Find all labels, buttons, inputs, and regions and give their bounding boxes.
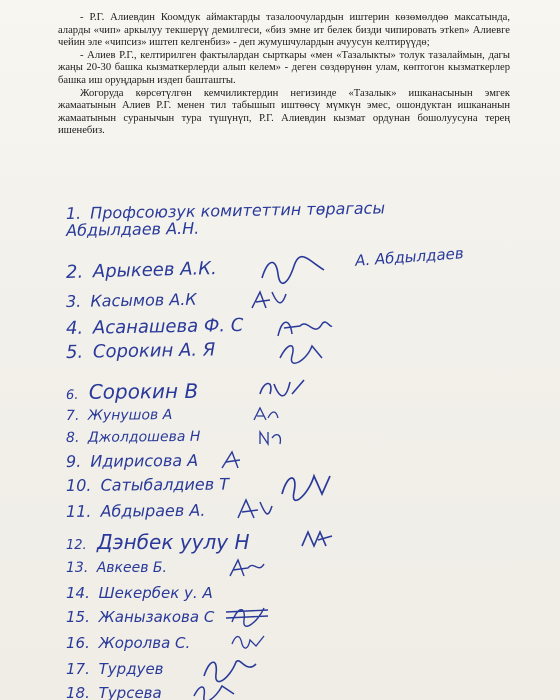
paragraph-2: - Алиев Р.Г., келтирилген фактылардан сырткары «мен «Тазалыкты» толук тазалаймын, дагы жаңы 20-30 башка кызматкерлерди алып келем» - деген сөздөрүнөн улам, көптогон кызматкерлер башка иш оруңдарын издеп башташты. bbox=[58, 49, 510, 86]
signature-mark bbox=[228, 630, 268, 652]
signatory-name: Дэнбек уулу Н bbox=[97, 530, 250, 554]
signatory-name: Профсоюзук комитеттин төрагасы Абдылдаев А.Н. bbox=[65, 198, 386, 240]
row-number: 10. bbox=[65, 475, 92, 495]
signature-row-7 bbox=[66, 407, 172, 424]
signatory-name: Касымов А.К bbox=[90, 289, 197, 311]
signature-row-11 bbox=[66, 501, 206, 521]
row-number: 8. bbox=[65, 429, 80, 446]
signatory-name: Сатыбалдиев Т bbox=[100, 474, 230, 495]
row-number: 18. bbox=[66, 684, 90, 700]
signature-mark bbox=[222, 602, 272, 626]
signature-row-2 bbox=[66, 258, 217, 283]
paragraph-3: Жогоруда көрсөтүлгөн кемчиликтердин негизинде «Тазалык» ишканасынын эмгек жамаатынын Алиев Р.Г. менен тил табышып иштөөсү мүмкүн эмес, ошондуктан ишкананын жамаатынын суранычын тура түшүнүп, Р.Г. Алиевдин кызмат ордунан бошолуусуна терең ишенебиз. bbox=[58, 87, 510, 137]
signatory-name: Турсева bbox=[98, 684, 162, 700]
row-number: 5. bbox=[65, 341, 84, 363]
signature-mark bbox=[190, 680, 240, 700]
row-number: 4. bbox=[65, 317, 84, 339]
signatory-name: Джолдошева Н bbox=[87, 428, 201, 446]
signatory-name: Асанашева Ф. С bbox=[92, 314, 244, 339]
signature-row-4 bbox=[66, 315, 244, 339]
signature-row-18 bbox=[66, 684, 162, 700]
row-number: 13. bbox=[66, 560, 89, 576]
row-number: 2. bbox=[65, 261, 84, 283]
signature-row-13 bbox=[66, 560, 167, 576]
row-number: 7. bbox=[65, 407, 80, 424]
signature-mark bbox=[258, 256, 328, 286]
row-number: 14. bbox=[66, 584, 90, 602]
handwritten-signature bbox=[355, 244, 465, 270]
signature-mark bbox=[234, 496, 274, 524]
signature-mark bbox=[248, 288, 288, 314]
signature-mark bbox=[278, 470, 334, 500]
signature-mark bbox=[250, 404, 280, 424]
signatory-name: Арыкеев А.К. bbox=[92, 258, 217, 283]
row-number: 9. bbox=[65, 451, 82, 471]
signature-row-12 bbox=[66, 530, 250, 554]
signatory-name: Жоролва С. bbox=[98, 634, 191, 652]
signature-mark bbox=[298, 526, 334, 552]
row-number: 15. bbox=[66, 608, 90, 626]
head-signature-text: А. Абдылдаев bbox=[354, 244, 465, 270]
row-number: 3. bbox=[65, 291, 82, 311]
signature-row-3 bbox=[66, 290, 197, 311]
signature-row-17 bbox=[66, 660, 164, 678]
signature-row-9 bbox=[66, 451, 198, 471]
paragraph-1: - Р.Г. Алиевдин Коомдук аймактарды тазалоочулардын иштерин көзөмөлдөө максатында, аларды «чип» аркылуу текшерүү демилгеси, «биз эмне ит белек бизди чипировать этken» Алиевге чейин эле «чипсиз» иштеп келгенбиз» - деп жумушчулардын ачуусун келтирүүдө; bbox=[58, 12, 510, 49]
signatory-name: Шекербек у. А bbox=[98, 584, 213, 602]
signature-row-6 bbox=[66, 379, 198, 404]
signature-row-14 bbox=[66, 584, 213, 602]
signatory-name: Сорокин В bbox=[88, 378, 199, 404]
row-number: 1. bbox=[65, 203, 82, 223]
row-number: 11. bbox=[65, 501, 92, 521]
signature-mark bbox=[226, 556, 266, 580]
signatory-name: Турдуев bbox=[98, 660, 164, 678]
signature-mark bbox=[200, 654, 260, 680]
row-number: 12. bbox=[66, 538, 87, 553]
signatory-name: Жанызакова С bbox=[98, 608, 215, 626]
signature-mark bbox=[276, 338, 326, 366]
signature-row-8 bbox=[66, 429, 200, 446]
row-number: 6. bbox=[65, 387, 79, 403]
signature-row-16 bbox=[66, 634, 190, 652]
signatory-name: Авкеев Б. bbox=[96, 560, 167, 576]
signature-row-15 bbox=[66, 608, 214, 626]
signature-row-10 bbox=[66, 475, 229, 495]
signatory-name: Сорокин А. Я bbox=[92, 339, 216, 363]
signature-row-1 bbox=[66, 199, 427, 239]
signatory-name: Идирисова А bbox=[90, 450, 199, 471]
signature-mark bbox=[256, 428, 286, 448]
row-number: 17. bbox=[66, 660, 90, 678]
signatory-name: Абдыраев А. bbox=[100, 500, 206, 521]
row-number: 16. bbox=[66, 634, 90, 652]
signature-mark bbox=[218, 448, 248, 472]
signature-row-5 bbox=[66, 339, 216, 363]
signatory-name: Жунушов А bbox=[87, 407, 173, 424]
signature-mark bbox=[256, 376, 306, 404]
